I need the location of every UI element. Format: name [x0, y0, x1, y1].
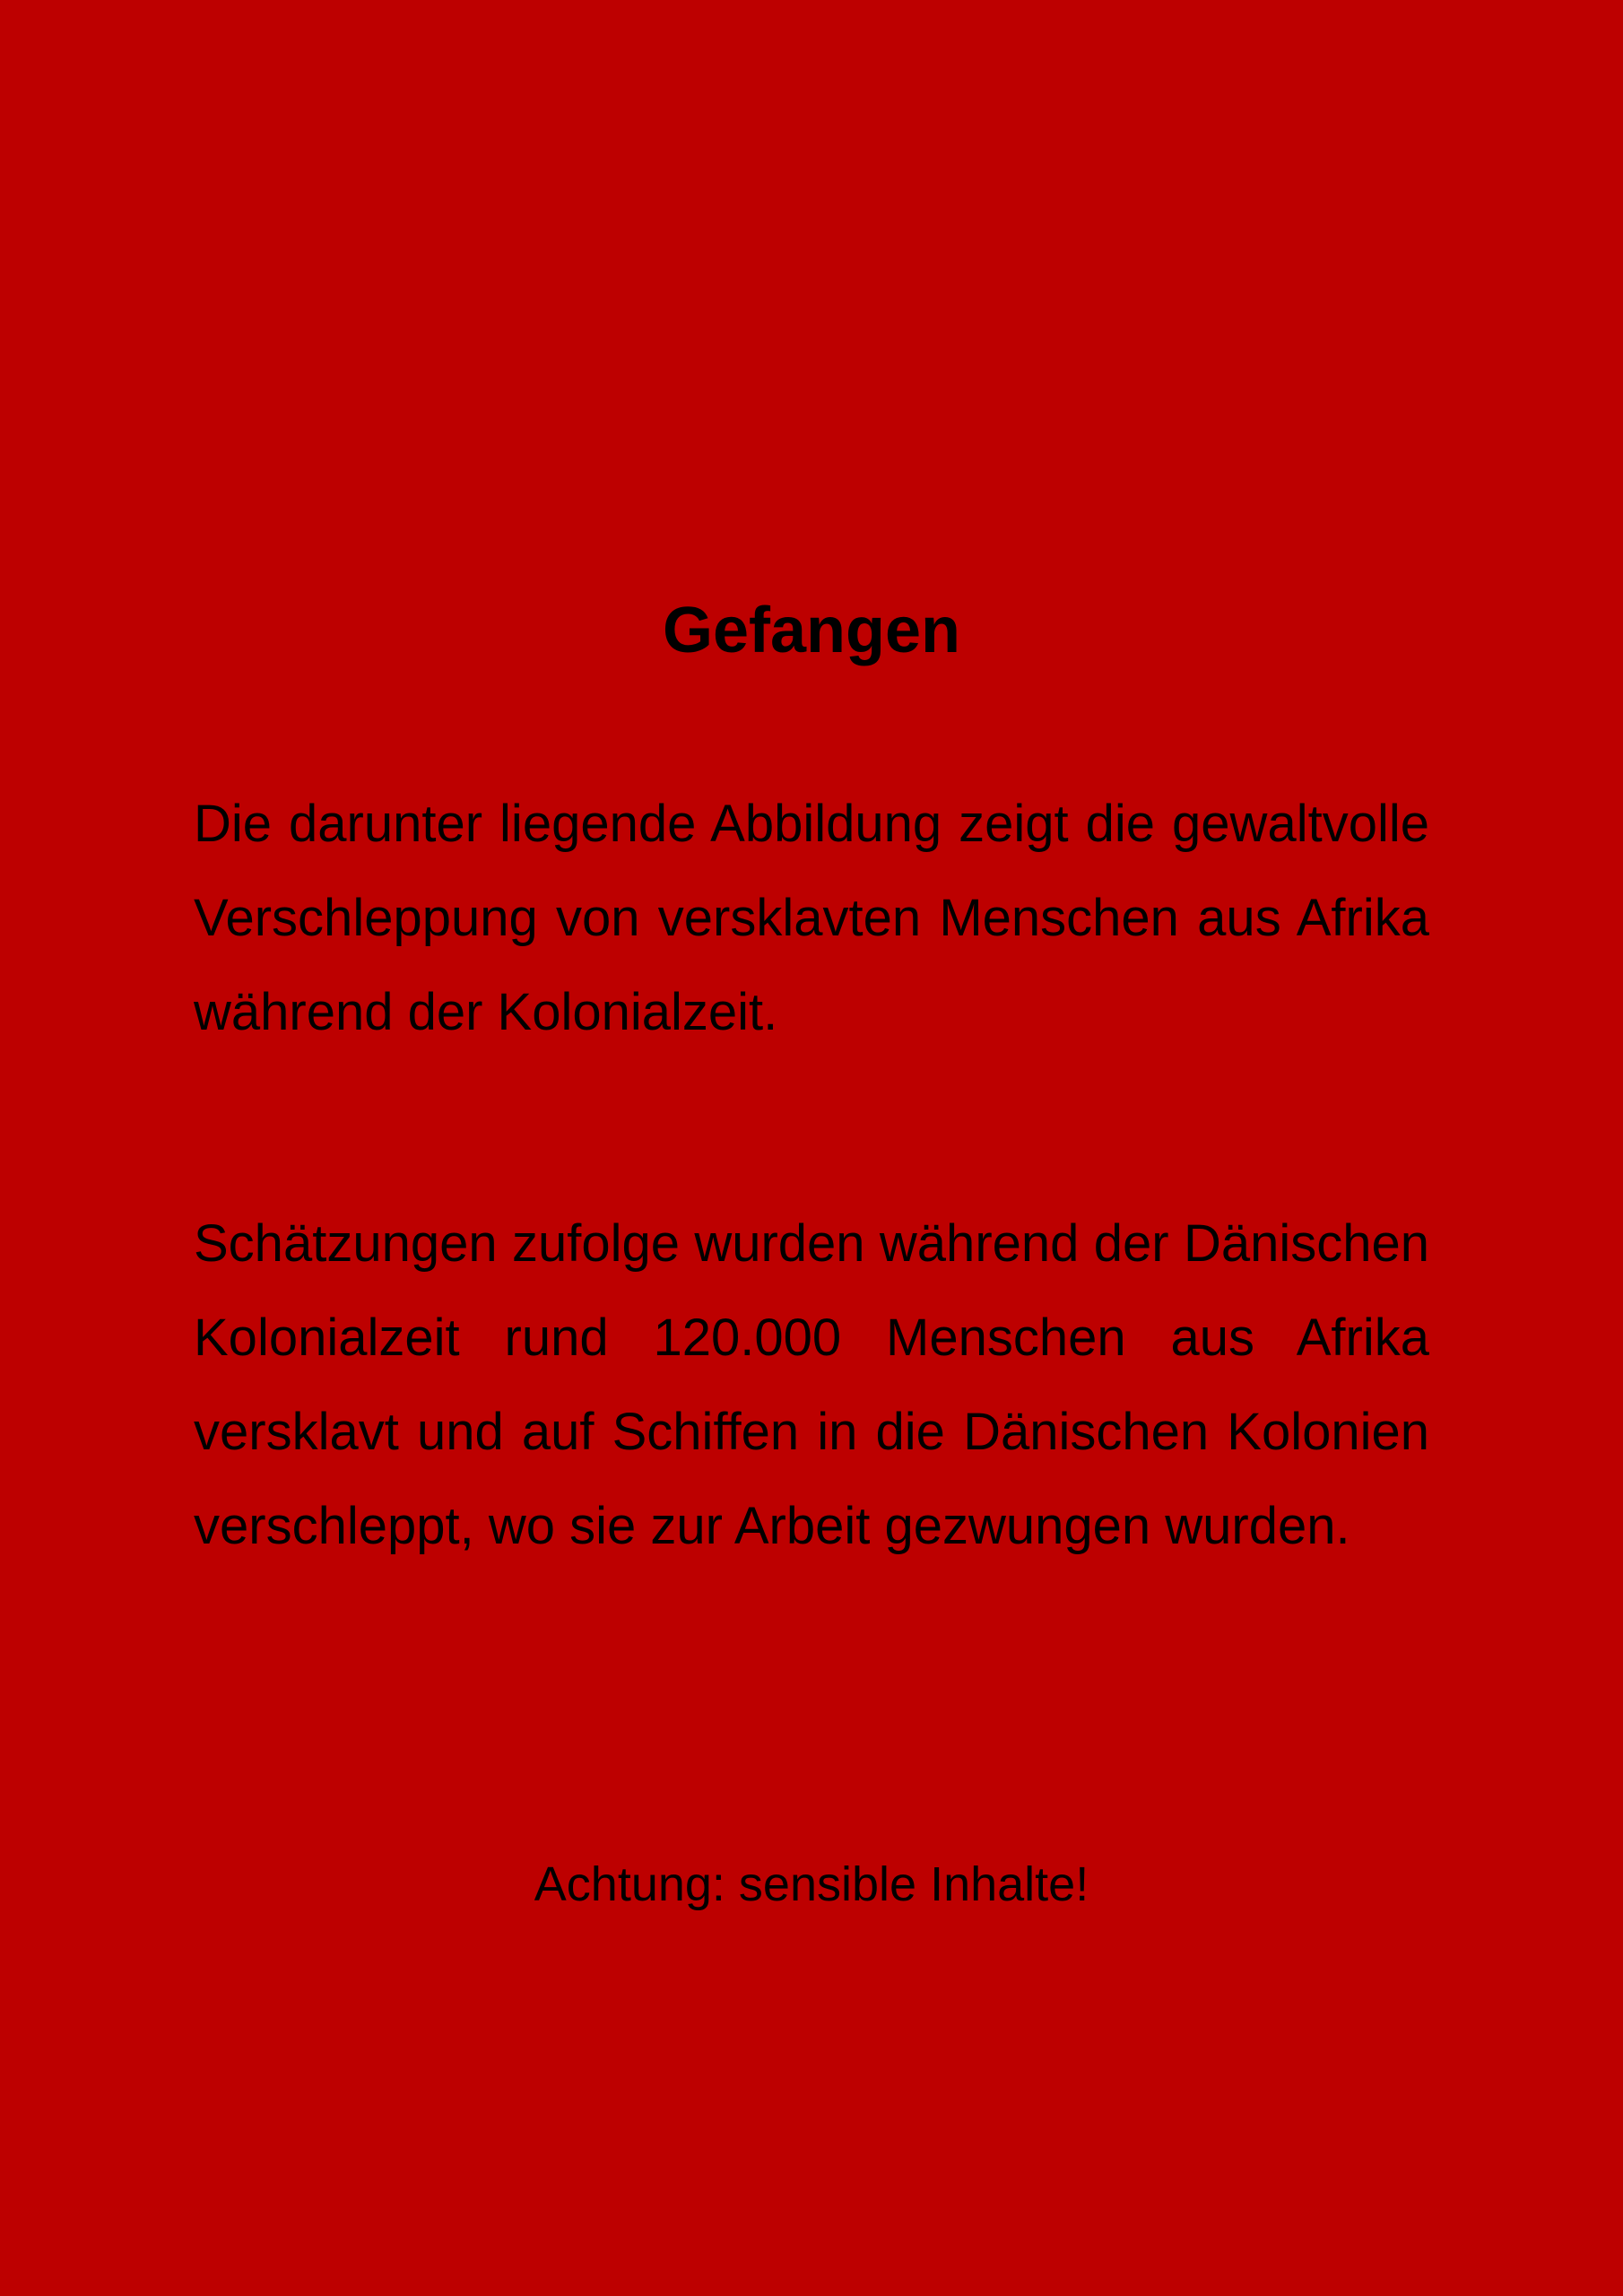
intro-paragraph: Die darunter liegende Abbildung zeigt die gewaltvolle Verschleppung von versklavten Menschen aus Afrika während der Kolonialzeit.	[194, 795, 1429, 1041]
estimate-paragraph: Schätzungen zufolge wurden während der Dänischen Kolonialzeit rund 120.000 Menschen aus Afrika versklavt und auf Schiffen in die Dänischen Kolonien verschleppt, wo sie zur Arbeit gezwungen wurden.	[194, 1214, 1429, 1555]
sensitive-content-warning: Achtung: sensible Inhalte!	[534, 1857, 1089, 1911]
page-title: Gefangen	[662, 595, 961, 666]
